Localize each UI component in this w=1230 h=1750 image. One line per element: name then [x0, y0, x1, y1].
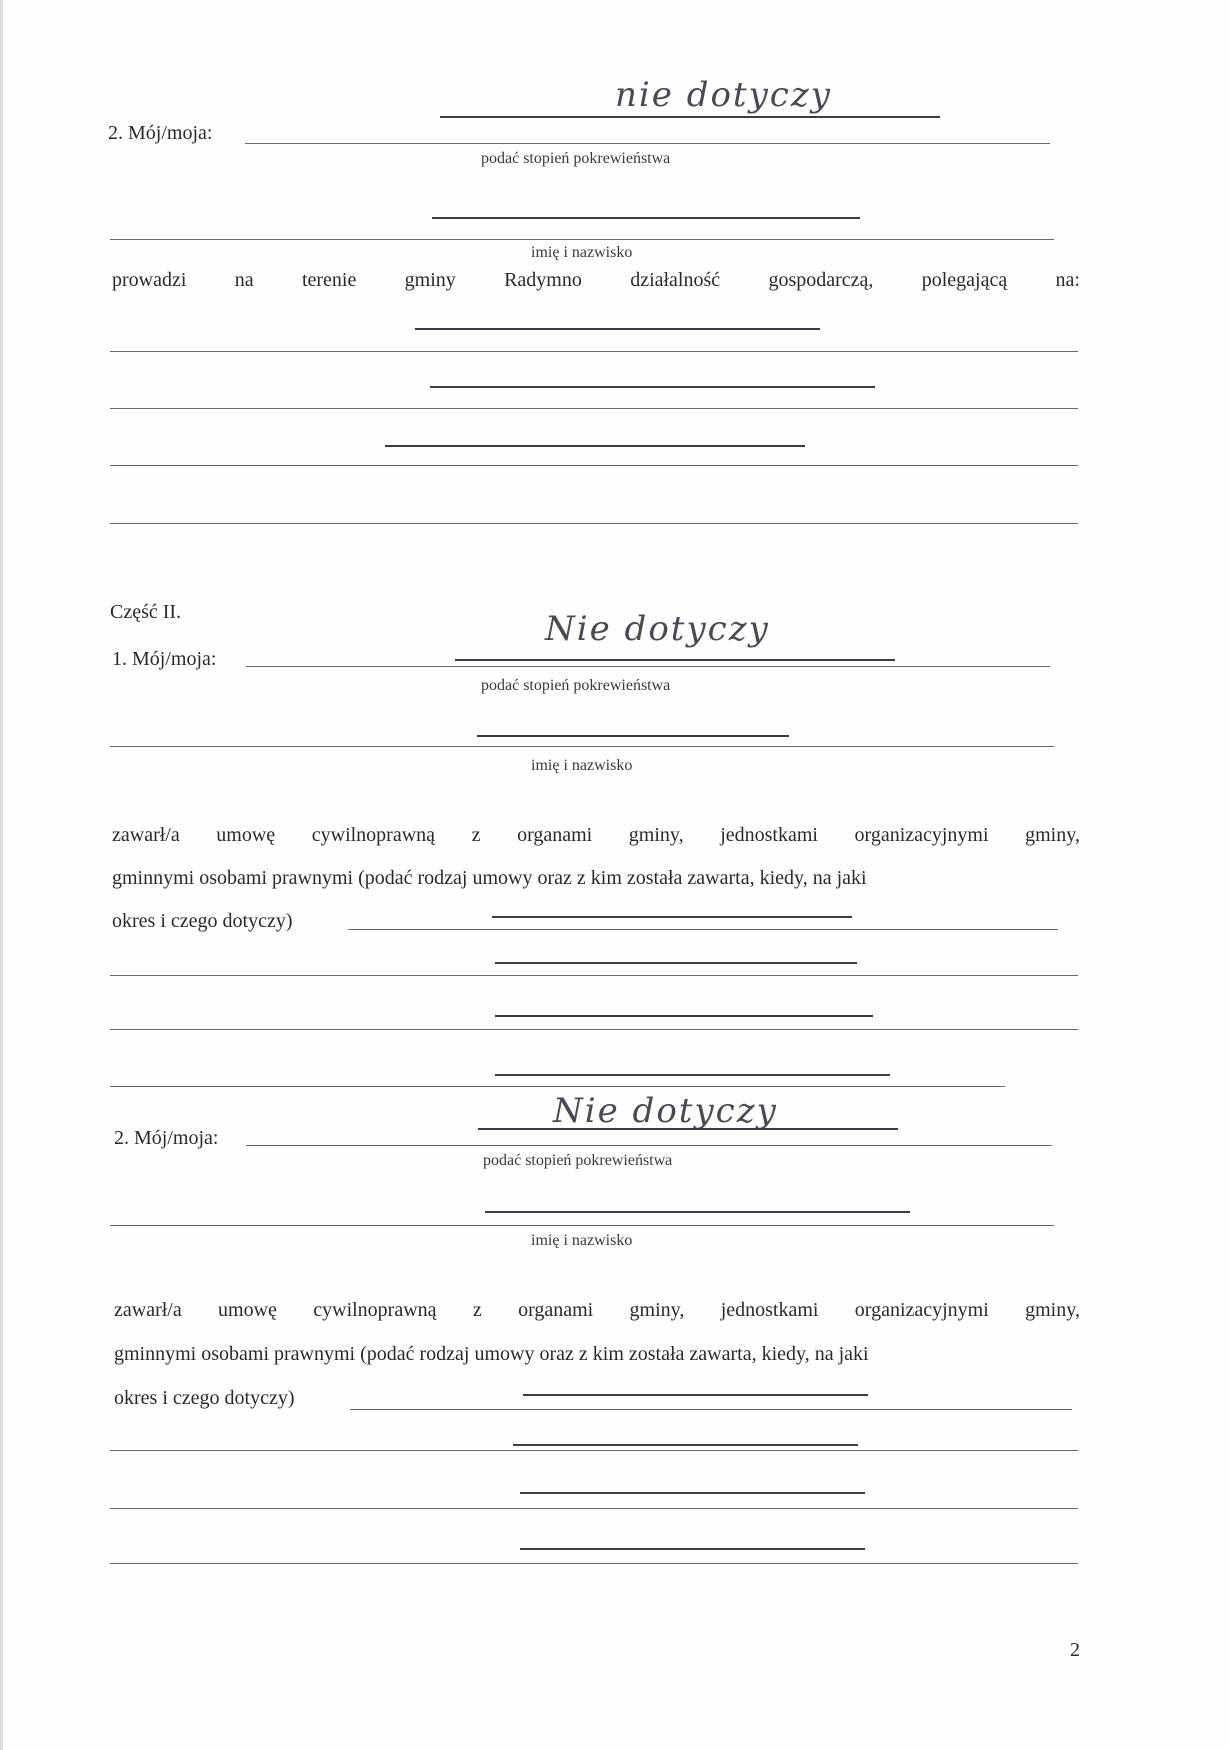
- contract-field-line-2: [110, 1450, 1078, 1451]
- name-field-line: [110, 746, 1054, 747]
- handwritten-strike-line: [455, 659, 895, 661]
- scan-edge: [0, 0, 3, 1750]
- contract-sentence-line-2: gminnymi osobami prawnymi (podać rodzaj umowy oraz z kim została zawarta, kiedy, na jaki: [112, 867, 867, 889]
- relation-caption: podać stopień pokrewieństwa: [481, 150, 671, 167]
- name-strike-line: [485, 1211, 910, 1213]
- contract-strike-line-4: [520, 1548, 865, 1550]
- name-field-line: [110, 239, 1054, 240]
- contract-strike-line-3: [495, 1015, 873, 1017]
- contract-field-line-1: [350, 1409, 1072, 1410]
- relation-caption: podać stopień pokrewieństwa: [483, 1152, 673, 1169]
- relation-field-line: [245, 143, 1050, 144]
- name-caption: imię i nazwisko: [531, 1232, 633, 1249]
- contract-sentence-line-3: okres i czego dotyczy): [114, 1387, 295, 1409]
- business-sentence: prowadzi na terenie gminy Radymno działalność gospodarczą, polegającą na:: [112, 269, 1080, 291]
- relation-caption: podać stopień pokrewieństwa: [481, 677, 671, 694]
- business-strike-line-3: [385, 445, 805, 447]
- contract-field-line-4: [110, 1086, 1005, 1087]
- relative-label: 2. Mój/moja:: [108, 122, 213, 144]
- name-caption: imię i nazwisko: [531, 757, 633, 774]
- business-field-line-4: [110, 523, 1078, 524]
- contract-sentence-line-3: okres i czego dotyczy): [112, 910, 293, 932]
- contract-strike-line-2: [495, 962, 857, 964]
- contract-field-line-2: [110, 975, 1078, 976]
- handwritten-strike-line: [478, 1128, 898, 1130]
- contract-sentence-line-1: zawarł/a umowę cywilnoprawną z organami gminy, jednostkami organizacyjnymi gminy,: [114, 1299, 1080, 1321]
- handwritten-strike-line: [440, 116, 940, 118]
- relative-label: 2. Mój/moja:: [114, 1127, 219, 1149]
- contract-strike-line-1: [492, 916, 852, 918]
- contract-strike-line-1: [523, 1394, 868, 1396]
- handwritten-note: Nie dotyczy: [553, 1091, 778, 1131]
- relation-field-line: [246, 666, 1050, 667]
- contract-strike-line-2: [513, 1444, 858, 1446]
- business-strike-line-1: [415, 328, 820, 330]
- contract-field-line-1: [348, 929, 1058, 930]
- contract-sentence-line-2: gminnymi osobami prawnymi (podać rodzaj umowy oraz z kim została zawarta, kiedy, na jaki: [114, 1343, 869, 1365]
- contract-field-line-3: [110, 1508, 1078, 1509]
- business-field-line-1: [110, 351, 1078, 352]
- part-heading: Część II.: [110, 601, 182, 623]
- handwritten-note: nie dotyczy: [615, 75, 832, 115]
- relation-field-line: [246, 1145, 1052, 1146]
- contract-strike-line-4: [495, 1074, 890, 1076]
- handwritten-note: Nie dotyczy: [545, 609, 770, 649]
- name-strike-line: [432, 217, 860, 219]
- contract-strike-line-3: [520, 1492, 865, 1494]
- business-strike-line-2: [430, 386, 875, 388]
- name-field-line: [110, 1225, 1054, 1226]
- contract-sentence-line-1: zawarł/a umowę cywilnoprawną z organami gminy, jednostkami organizacyjnymi gminy,: [112, 824, 1080, 846]
- page-number: 2: [1070, 1639, 1080, 1661]
- contract-field-line-4: [110, 1563, 1078, 1564]
- relative-label: 1. Mój/moja:: [112, 648, 217, 670]
- name-strike-line: [477, 735, 789, 737]
- name-caption: imię i nazwisko: [531, 244, 633, 261]
- contract-field-line-3: [110, 1029, 1078, 1030]
- business-field-line-3: [110, 465, 1078, 466]
- business-field-line-2: [110, 408, 1078, 409]
